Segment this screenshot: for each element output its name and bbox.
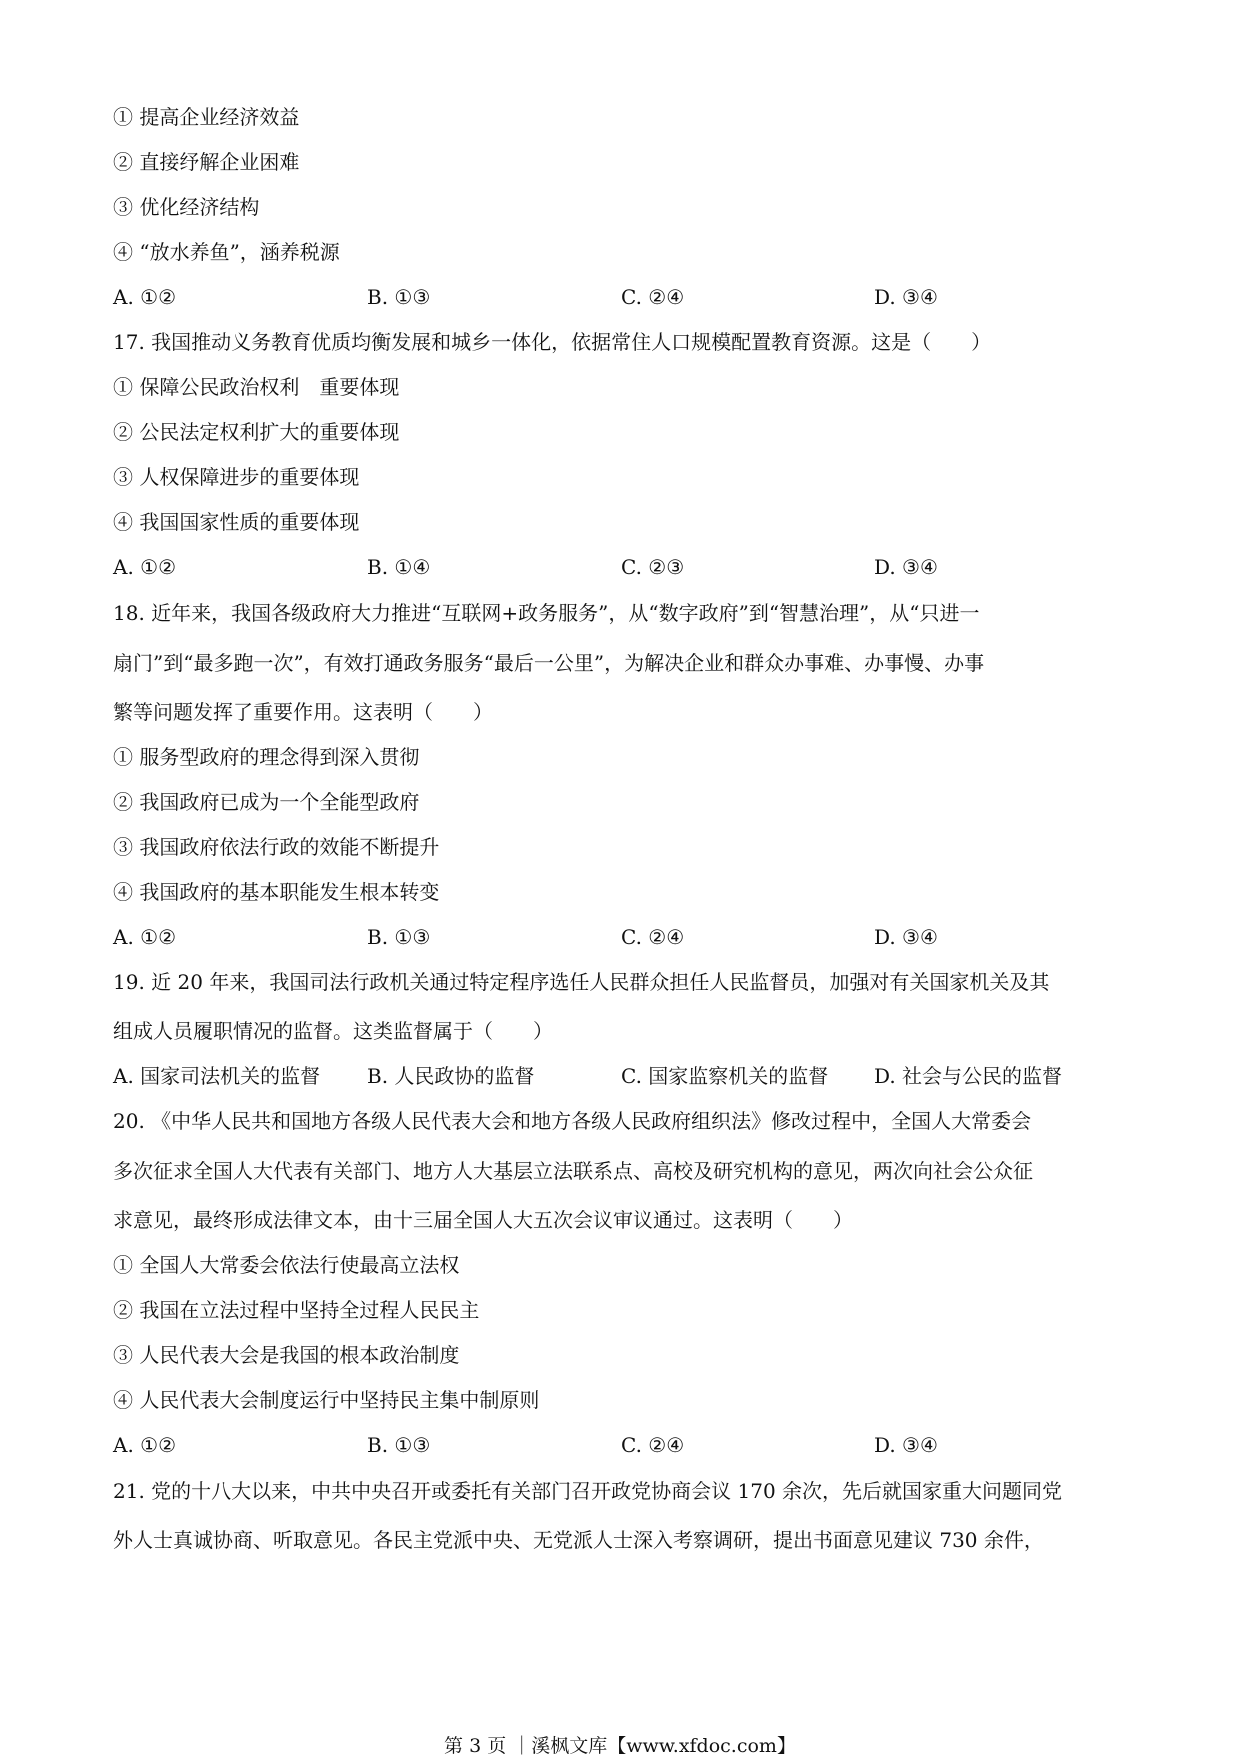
q20-item-1: ① 全国人大常委会依法行使最高立法权 xyxy=(113,1253,460,1277)
q20-item-3: ③ 人民代表大会是我国的根本政治制度 xyxy=(113,1343,460,1367)
q20-option-b: B. ①③ xyxy=(367,1433,431,1457)
q16-item-3: ③ 优化经济结构 xyxy=(113,195,260,219)
q17-item-2: ② 公民法定权利扩大的重要体现 xyxy=(113,420,400,444)
q20-option-c: C. ②④ xyxy=(621,1433,685,1457)
q20-stem-line-3: 求意见，最终形成法律文本，由十三届全国人大五次会议审议通过。这表明（ ） xyxy=(113,1208,853,1232)
q19-option-a: A. 国家司法机关的监督 xyxy=(113,1064,321,1088)
q21-stem-line-1: 21. 党的十八大以来，中共中央召开或委托有关部门召开政党协商会议 170 余次，先后就国家重大问题同党 xyxy=(113,1479,1063,1503)
q21-stem-line-2: 外人士真诚协商、听取意见。各民主党派中央、无党派人士深入考察调研，提出书面意见建议 730 余件， xyxy=(113,1528,1044,1552)
q20-options xyxy=(113,1431,1143,1459)
q16-item-1: ① 提高企业经济效益 xyxy=(113,105,300,129)
q20-stem-line-2: 多次征求全国人大代表有关部门、地方人大基层立法联系点、高校及研究机构的意见，两次向社会公众征 xyxy=(113,1159,1033,1183)
q18-option-c: C. ②④ xyxy=(621,925,685,949)
q19-stem-line-1: 19. 近 20 年来，我国司法行政机关通过特定程序选任人民群众担任人民监督员，加强对有关国家机关及其 xyxy=(113,970,1050,994)
q17-item-3: ③ 人权保障进步的重要体现 xyxy=(113,465,360,489)
q20-item-2: ② 我国在立法过程中坚持全过程人民民主 xyxy=(113,1298,480,1322)
q20-stem-line-1: 20. 《中华人民共和国地方各级人民代表大会和地方各级人民政府组织法》修改过程中，全国人大常委会 xyxy=(113,1109,1032,1133)
page-footer: 第 3 页 ｜溪枫文库【www.xfdoc.com】 xyxy=(444,1735,796,1757)
q16-option-a: A. ①② xyxy=(113,285,177,309)
q18-item-2: ② 我国政府已成为一个全能型政府 xyxy=(113,790,420,814)
q17-option-d: D. ③④ xyxy=(874,555,938,579)
q17-option-c: C. ②③ xyxy=(621,555,685,579)
q16-item-2: ② 直接纾解企业困难 xyxy=(113,150,300,174)
q20-option-d: D. ③④ xyxy=(874,1433,938,1457)
q18-stem-line-2: 扇门”到“最多跑一次”，有效打通政务服务“最后一公里”，为解决企业和群众办事难、办事慢、办事 xyxy=(113,651,985,675)
q17-options xyxy=(113,553,1143,581)
q17-option-b: B. ①④ xyxy=(367,555,431,579)
q17-option-a: A. ①② xyxy=(113,555,177,579)
q20-option-a: A. ①② xyxy=(113,1433,177,1457)
q16-option-d: D. ③④ xyxy=(874,285,938,309)
q18-stem-line-1: 18. 近年来，我国各级政府大力推进“互联网+政务服务”，从“数字政府”到“智慧治理”，从“只进一 xyxy=(113,601,980,625)
q16-item-4: ④ “放水养鱼”，涵养税源 xyxy=(113,240,340,264)
q16-options xyxy=(113,283,1143,311)
q19-stem-line-2: 组成人员履职情况的监督。这类监督属于（ ） xyxy=(113,1019,553,1043)
q18-item-1: ① 服务型政府的理念得到深入贯彻 xyxy=(113,745,420,769)
q19-options xyxy=(113,1062,1143,1090)
q18-options xyxy=(113,923,1143,951)
q18-stem-line-3: 繁等问题发挥了重要作用。这表明（ ） xyxy=(113,700,493,724)
q18-option-b: B. ①③ xyxy=(367,925,431,949)
q18-item-4: ④ 我国政府的基本职能发生根本转变 xyxy=(113,880,440,904)
q19-option-b: B. 人民政协的监督 xyxy=(367,1064,535,1088)
q17-item-4: ④ 我国国家性质的重要体现 xyxy=(113,510,360,534)
q19-option-c: C. 国家监察机关的监督 xyxy=(621,1064,829,1088)
q16-option-c: C. ②④ xyxy=(621,285,685,309)
q19-option-d: D. 社会与公民的监督 xyxy=(874,1064,1063,1088)
q20-item-4: ④ 人民代表大会制度运行中坚持民主集中制原则 xyxy=(113,1388,540,1412)
q17-stem-line-1: 17. 我国推动义务教育优质均衡发展和城乡一体化，依据常住人口规模配置教育资源。这是（ ） xyxy=(113,330,992,354)
q18-item-3: ③ 我国政府依法行政的效能不断提升 xyxy=(113,835,440,859)
q18-option-d: D. ③④ xyxy=(874,925,938,949)
q17-item-1: ① 保障公民政治权利 重要体现 xyxy=(113,375,400,399)
q16-option-b: B. ①③ xyxy=(367,285,431,309)
q18-option-a: A. ①② xyxy=(113,925,177,949)
